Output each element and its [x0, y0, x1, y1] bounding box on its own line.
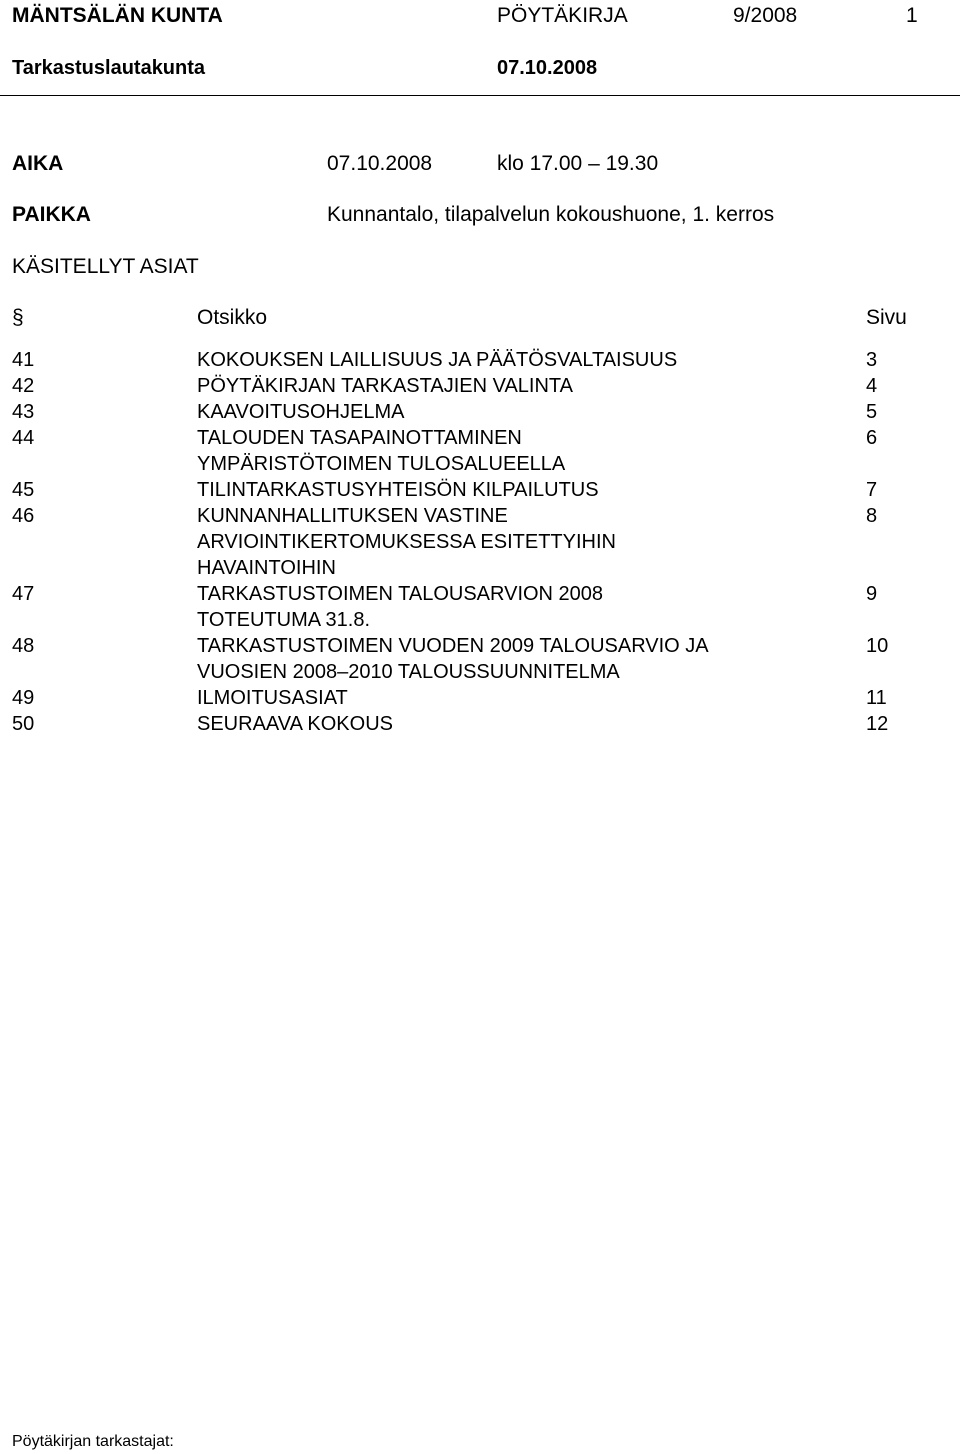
row-page-number: 3: [866, 349, 878, 371]
row-title-line: YMPÄRISTÖTOIMEN TULOSALUEELLA: [197, 453, 566, 475]
row-title-line: TALOUDEN TASAPAINOTTAMINEN: [197, 427, 522, 449]
place-label: PAIKKA: [12, 203, 91, 226]
time-value: klo 17.00 – 19.30: [497, 152, 659, 175]
row-title-line: PÖYTÄKIRJAN TARKASTAJIEN VALINTA: [197, 375, 574, 397]
row-title-line: TILINTARKASTUSYHTEISÖN KILPAILUTUS: [197, 479, 599, 501]
row-title: [197, 347, 837, 373]
row-section-number: 42: [12, 375, 35, 397]
row-section-number: 49: [12, 687, 35, 709]
items-heading: KÄSITELLYT ASIAT: [12, 255, 199, 278]
row-section-number: 50: [12, 713, 35, 735]
row-section-number: 43: [12, 401, 35, 423]
row-title: [197, 633, 837, 685]
row-page-number: 4: [866, 375, 878, 397]
row-page-number: 11: [866, 687, 887, 709]
row-section-number: 41: [12, 349, 35, 371]
row-title-line: ARVIOINTIKERTOMUKSESSA ESITETTYIHIN: [197, 531, 616, 553]
row-page-number: 10: [866, 635, 889, 657]
row-title-line: KUNNANHALLITUKSEN VASTINE: [197, 505, 508, 527]
row-title-line: KOKOUKSEN LAILLISUUS JA PÄÄTÖSVALTAISUUS: [197, 349, 678, 371]
row-title-line: SEURAAVA KOKOUS: [197, 713, 393, 735]
row-page-number: 6: [866, 427, 878, 449]
row-title-line: VUOSIEN 2008–2010 TALOUSSUUNNITELMA: [197, 661, 620, 683]
row-title: [197, 425, 837, 477]
time-date: 07.10.2008: [327, 152, 433, 175]
row-page-number: 9: [866, 583, 878, 605]
time-label: AIKA: [12, 152, 64, 175]
row-section-number: 46: [12, 505, 35, 527]
row-title: [197, 685, 837, 711]
place-value: Kunnantalo, tilapalvelun kokoushuone, 1. kerros: [327, 203, 775, 226]
row-section-number: 45: [12, 479, 35, 501]
title-column-header: Otsikko: [197, 306, 268, 329]
header-date: 07.10.2008: [497, 57, 598, 79]
row-title: [197, 477, 837, 503]
row-title: [197, 373, 837, 399]
document-type: PÖYTÄKIRJA: [497, 4, 628, 27]
row-page-number: 5: [866, 401, 878, 423]
row-title-line: ILMOITUSASIAT: [197, 687, 348, 709]
row-title: [197, 581, 837, 633]
section-symbol: §: [12, 306, 24, 329]
row-title: [197, 399, 837, 425]
row-page-number: 8: [866, 505, 878, 527]
signature-label: Pöytäkirjan tarkastajat:: [12, 1433, 174, 1450]
document-number: 9/2008: [733, 4, 798, 27]
header-divider: [0, 95, 960, 96]
row-title-line: TARKASTUSTOIMEN TALOUSARVION 2008: [197, 583, 604, 605]
row-title-line: TARKASTUSTOIMEN VUODEN 2009 TALOUSARVIO JA: [197, 635, 709, 657]
row-title-line: KAAVOITUSOHJELMA: [197, 401, 405, 423]
row-title-line: HAVAINTOIHIN: [197, 557, 336, 579]
row-page-number: 7: [866, 479, 878, 501]
board-name: Tarkastuslautakunta: [12, 57, 206, 79]
row-title: [197, 503, 837, 581]
row-title-line: TOTEUTUMA 31.8.: [197, 609, 371, 631]
row-section-number: 44: [12, 427, 35, 449]
row-title: [197, 711, 837, 737]
row-section-number: 48: [12, 635, 35, 657]
page-column-header: Sivu: [866, 306, 907, 329]
row-section-number: 47: [12, 583, 35, 605]
row-page-number: 12: [866, 713, 889, 735]
municipality-name: MÄNTSÄLÄN KUNTA: [12, 4, 223, 27]
page-number: 1: [906, 4, 918, 27]
